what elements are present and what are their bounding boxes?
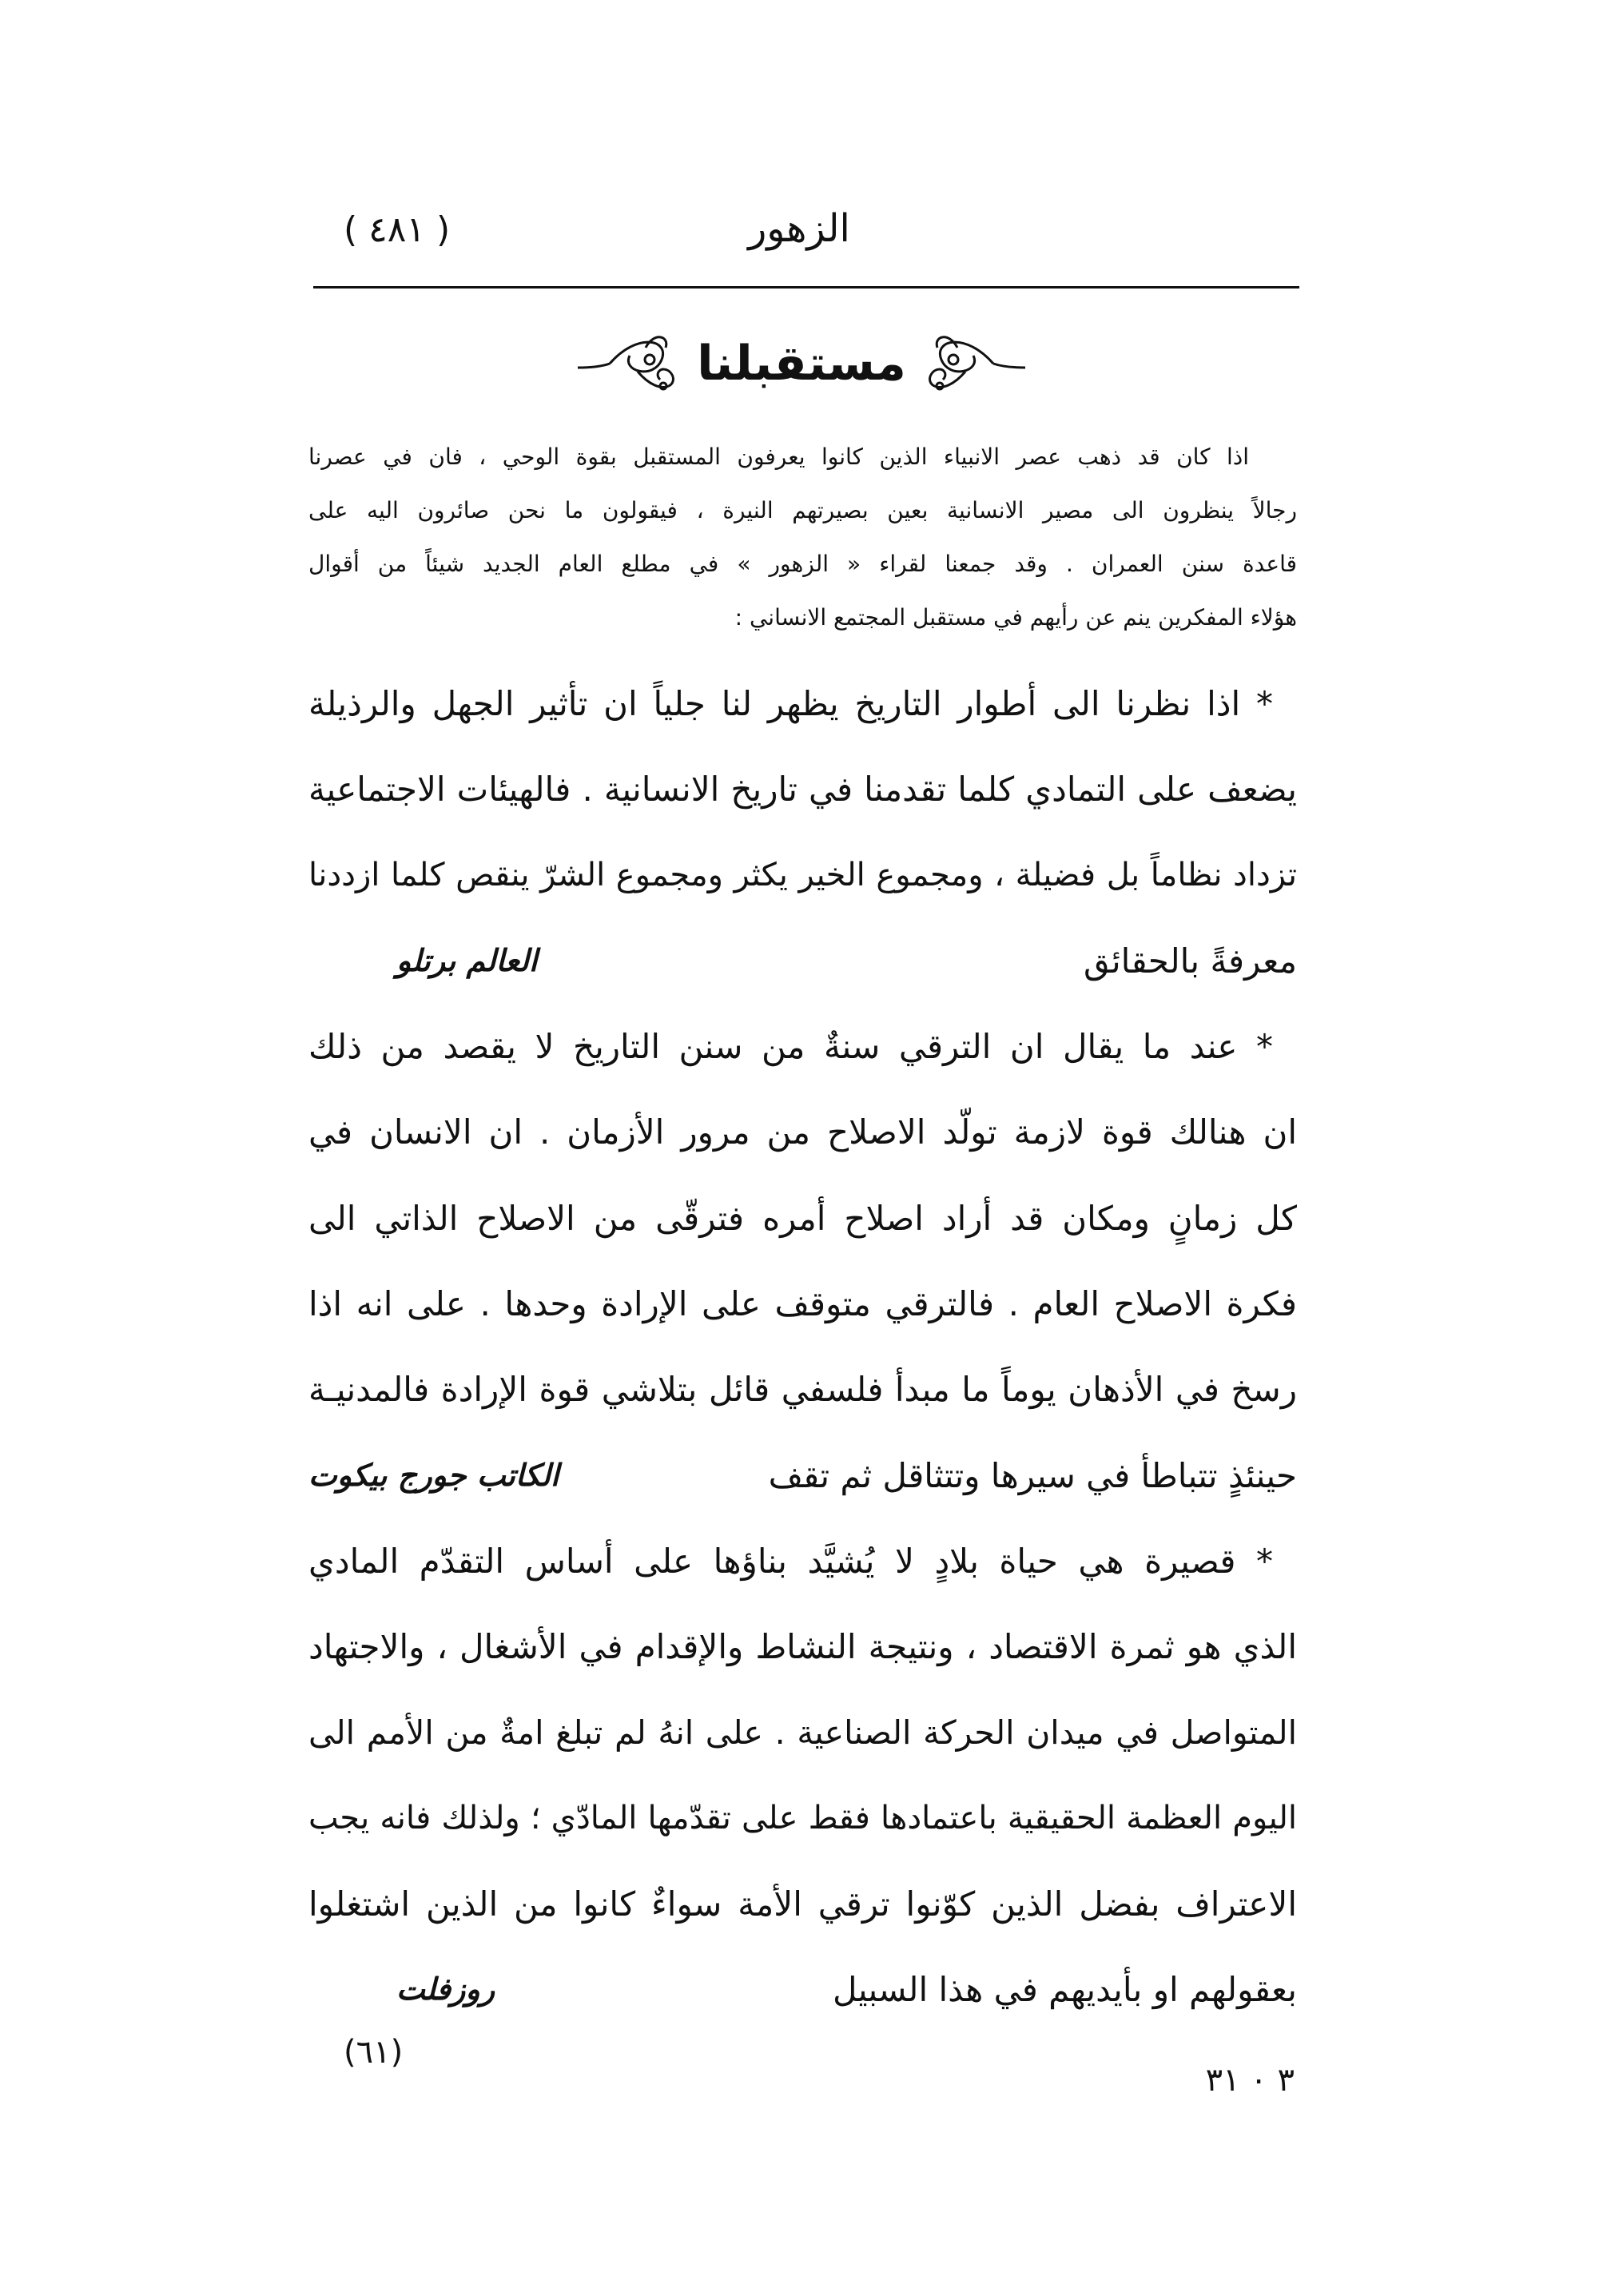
page-number: ( ٤٨١ ) <box>344 209 451 250</box>
quote-line: يضعف على التمادي كلما تقدمنا في تاريخ الانسانية . فالهيئات الاجتماعية <box>308 770 1297 810</box>
quote-line: * اذا نظرنا الى أطوار التاريخ يظهر لنا جلياً ان تأثير الجهل والرذيلة <box>308 684 1273 723</box>
quote-line: * عند ما يقال ان الترقي سنةٌ من سنن التاريخ لا يقصد من ذلك <box>308 1027 1273 1067</box>
intro-line: رجالاً ينظرون الى مصير الانسانية بعين بصيرتهم النيرة ، فيقولون ما نحن صائرون اليه على <box>308 497 1297 523</box>
quote-line: * قصيرة هي حياة بلادٍ لا يُشيَّد بناؤها على أساس التقدّم المادي <box>308 1541 1273 1581</box>
quote-line: رسخ في الأذهان يوماً ما مبدأ فلسفي قائل بتلاشي قوة الإرادة فالمدنيـة <box>308 1370 1297 1410</box>
ornament-right-icon <box>917 324 1029 404</box>
quote-closing-line <box>308 918 1297 1004</box>
header-rule <box>313 286 1299 288</box>
intro-line: قاعدة سنن العمران . وقد جمعنا لقراء « الزهور » في مطلع العام الجديد شيئاً من أقوال <box>308 551 1297 577</box>
quote-line: فكرة الاصلاح العام . فالترقي متوقف على الإرادة وحدها . على انه اذا <box>308 1284 1297 1324</box>
quote-line: المتواصل في ميدان الحركة الصناعية . على انهُ لم تبلغ امةٌ من الأمم الى <box>308 1713 1297 1752</box>
signature-mark: (٦١) <box>344 2034 404 2071</box>
quote-closing-line <box>308 1433 1297 1518</box>
quotes <box>308 661 1297 2033</box>
quote-line: الاعتراف بفضل الذين كوّنوا ترقي الأمة سواءٌ كانوا من الذين اشتغلوا <box>308 1884 1297 1924</box>
intro-line: اذا كان قد ذهب عصر الانبياء الذين كانوا يعرفون المستقبل بقوة الوحي ، فان في عصرنا <box>308 444 1249 470</box>
ornament-left-icon <box>574 324 686 404</box>
quote-author: الكاتب جورج بيكوت <box>308 1457 559 1493</box>
quote-author: العالم برتلو <box>396 942 538 978</box>
quote-line: اليوم العظمة الحقيقية باعتمادها فقط على تقدّمها المادّي ؛ ولذلك فانه يجب <box>308 1799 1297 1836</box>
quote-author: روزفلت <box>396 1972 495 2008</box>
quote-line: كل زمانٍ ومكان قد أراد اصلاح أمره فترقّى من الاصلاح الذاتي الى <box>308 1198 1297 1238</box>
article-heading <box>562 320 1041 408</box>
article-title: مستقبلنا <box>697 336 906 392</box>
quote-line: حينئذٍ تتباطأ في سيرها وتتثاقل ثم تقف <box>768 1455 1297 1495</box>
quote-line: الذي هو ثمرة الاقتصاد ، ونتيجة النشاط والإقدام في الأشغال ، والاجتهاد <box>308 1627 1297 1667</box>
running-head: الزهور <box>748 206 850 251</box>
quote-line: بعقولهم او بأيديهم في هذا السبيل <box>833 1970 1297 2010</box>
quote-line: ان هنالك قوة لازمة تولّد الاصلاح من مرور الأزمان . ان الانسان في <box>308 1112 1297 1152</box>
quote-closing-line <box>308 1947 1297 2032</box>
sheet-number: ٣ ٠ ٣١ <box>1205 2062 1295 2099</box>
quote-line: تزداد نظاماً بل فضيلة ، ومجموع الخير يكثر ومجموع الشرّ ينقص كلما ازددنا <box>308 856 1297 893</box>
intro-paragraph <box>308 430 1297 644</box>
quote-line: معرفةً بالحقائق <box>1083 941 1297 981</box>
intro-line: هؤلاء المفكرين ينم عن رأيهم في مستقبل المجتمع الانساني : <box>734 604 1297 631</box>
